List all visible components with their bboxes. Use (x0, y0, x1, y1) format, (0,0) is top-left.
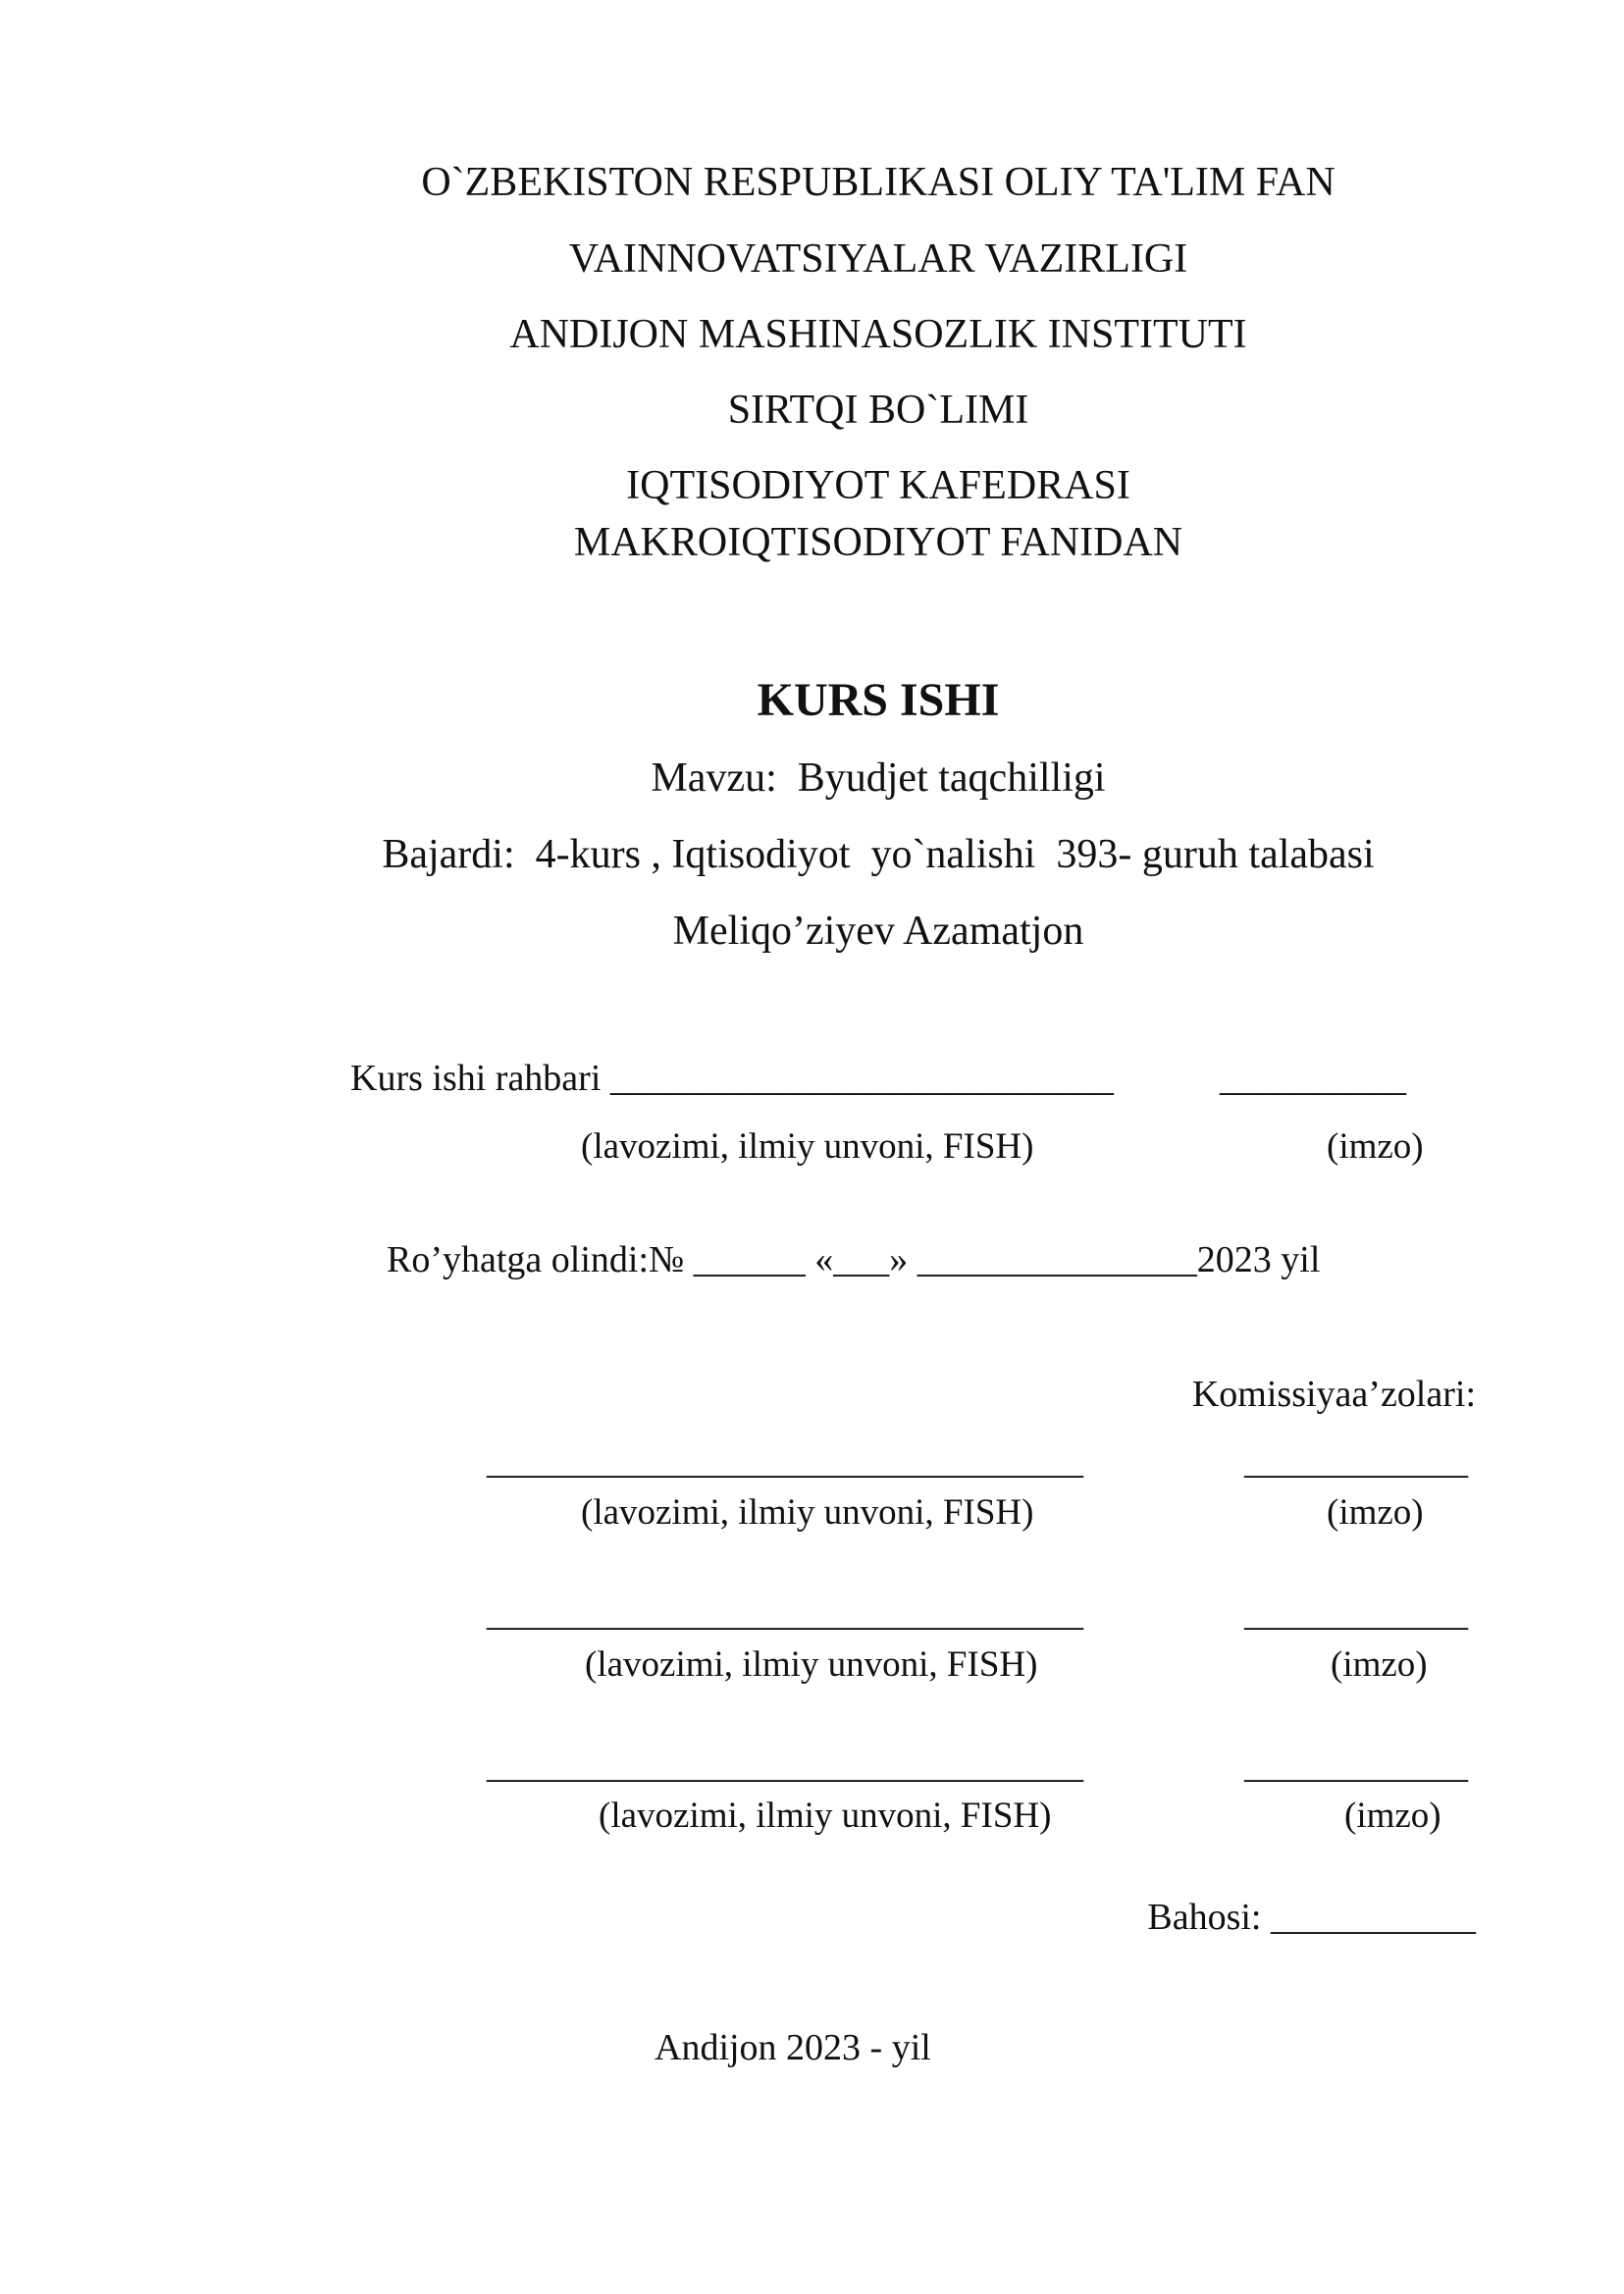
commission-member-2-name-line: ________________________________ (487, 1592, 1083, 1634)
commission-label: Komissiyaa’zolari: (1191, 1374, 1476, 1415)
commission-member-1-sign-caption: (imzo) (1327, 1492, 1424, 1533)
document-title: KURS ISHI (757, 674, 1000, 726)
institute-name: ANDIJON MASHINASOZLIK INSTITUTI (509, 312, 1247, 357)
ministry-line-1: O`ZBEKISTON RESPUBLIKASI OLIY TA'LIM FAN (421, 160, 1336, 205)
topic-line: Mavzu: Byudjet taqchilligi (651, 756, 1106, 801)
supervisor-label: Kurs ishi rahbari ___________________________ (350, 1058, 1114, 1099)
grade-line: Bahosi: ___________ (1147, 1897, 1476, 1938)
supervisor-sign-caption: (imzo) (1327, 1126, 1424, 1167)
ministry-line-2: VAINNOVATSIYALAR VAZIRLIGI (568, 236, 1188, 282)
supervisor-sign-line: __________ (1220, 1058, 1406, 1099)
department-line: SIRTQI BO`LIMI (727, 388, 1029, 433)
commission-member-2-caption: (lavozimi, ilmiy unvoni, FISH) (585, 1644, 1038, 1685)
commission-member-3-sign-caption: (imzo) (1344, 1796, 1441, 1836)
commission-member-2-sign-line: ____________ (1244, 1592, 1468, 1634)
author-info: Bajardi: 4-kurs , Iqtisodiyot yo`nalishi 393- guruh talabasi (382, 832, 1375, 877)
registration-line: Ro’yhatga olindi:№ ______ «___» _______________2023 yil (387, 1239, 1321, 1280)
commission-member-1-name-line: ________________________________ (487, 1440, 1083, 1482)
faculty-line: IQTISODIYOT KAFEDRASI (626, 463, 1130, 508)
footer-place-year: Andijon 2023 - yil (655, 2027, 931, 2068)
commission-member-1-sign-line: ____________ (1244, 1440, 1468, 1482)
commission-member-1-caption: (lavozimi, ilmiy unvoni, FISH) (581, 1492, 1034, 1533)
commission-member-3-sign-line: ____________ (1244, 1745, 1468, 1786)
supervisor-caption: (lavozimi, ilmiy unvoni, FISH) (581, 1126, 1034, 1167)
subject-line: MAKROIQTISODIYOT FANIDAN (573, 520, 1183, 565)
author-name: Meliqo’ziyev Azamatjon (672, 909, 1084, 954)
commission-member-2-sign-caption: (imzo) (1331, 1644, 1428, 1685)
commission-member-3-name-line: ________________________________ (487, 1745, 1083, 1786)
commission-member-3-caption: (lavozimi, ilmiy unvoni, FISH) (599, 1796, 1052, 1836)
